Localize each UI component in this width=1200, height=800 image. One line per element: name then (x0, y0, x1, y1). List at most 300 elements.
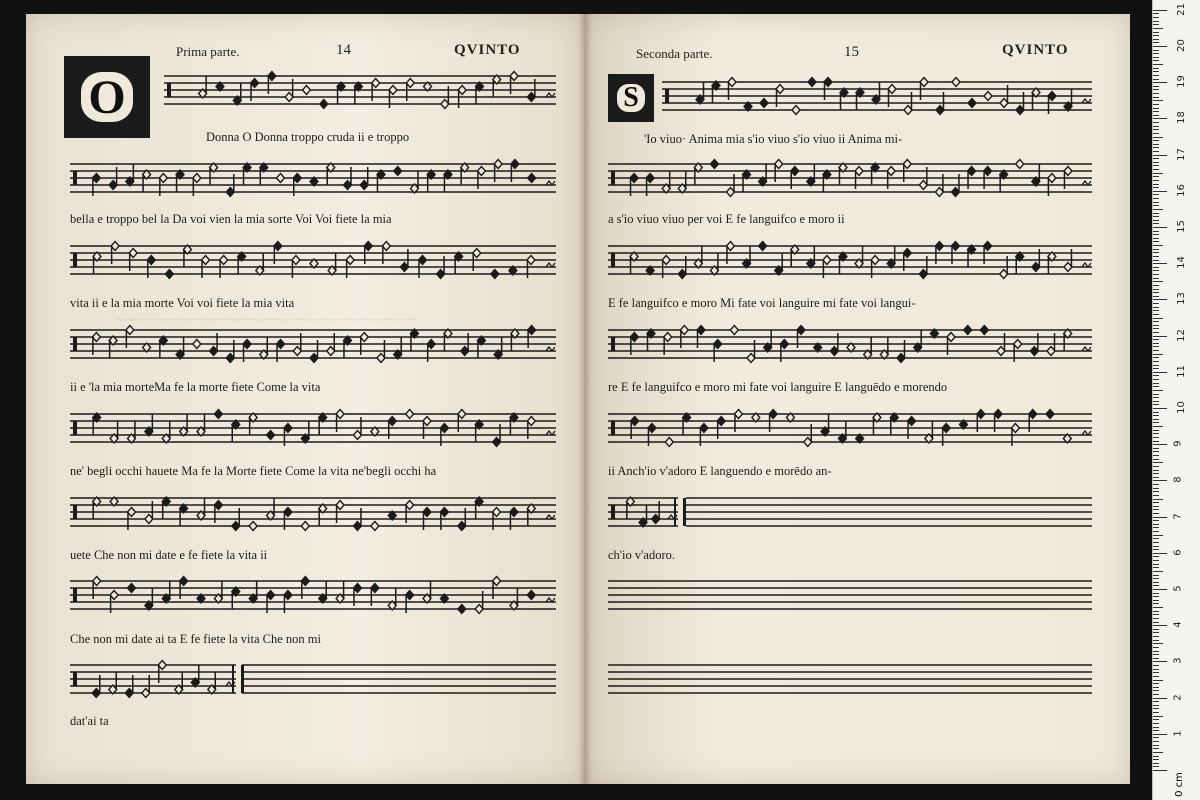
note (319, 413, 327, 436)
ruler-tick (1153, 205, 1159, 206)
ruler-tick (1153, 759, 1159, 760)
ruler-tick (1153, 437, 1159, 438)
ruler-tick (1153, 459, 1159, 460)
ruler-tick (1153, 79, 1159, 80)
ruler-tick (1153, 495, 1159, 496)
ruler-tick (1153, 578, 1159, 579)
ruler-tick (1153, 187, 1159, 188)
note (93, 413, 101, 436)
ruler-tick (1153, 104, 1159, 105)
clef (611, 505, 615, 519)
note (410, 171, 418, 194)
ruler-tick (1153, 658, 1159, 659)
note (759, 242, 767, 251)
ruler-tick (1153, 502, 1159, 503)
note (887, 246, 895, 269)
ruler-tick (1153, 701, 1159, 702)
note (197, 414, 205, 437)
ruler-tick (1153, 517, 1167, 518)
note (527, 591, 535, 600)
ruler-number: 1 (1172, 730, 1184, 737)
lyric-line: bella e troppo bel la Da voi vien la mia sorte Voi Voi fiete la mia (70, 212, 392, 226)
note (256, 253, 264, 276)
note (839, 252, 847, 275)
note (109, 336, 117, 359)
ruler-tick (1153, 158, 1159, 159)
ruler-tick (1153, 147, 1159, 148)
ruler-tick (1153, 727, 1159, 728)
ruler-tick (1153, 676, 1159, 677)
note (871, 163, 879, 186)
note (730, 326, 738, 335)
note (821, 414, 829, 437)
note (267, 431, 275, 440)
ruler-tick (1153, 213, 1159, 214)
note (162, 421, 170, 444)
ruler-tick (1153, 155, 1167, 156)
note (145, 588, 153, 611)
ruler-number: 17 (1175, 147, 1187, 161)
clef (73, 337, 77, 351)
music-staff (70, 150, 556, 206)
note (1064, 329, 1072, 352)
clef (167, 83, 171, 97)
ruler-tick (1153, 394, 1159, 395)
ruler-tick (1153, 50, 1159, 51)
ruler-tick (1153, 661, 1167, 662)
ruler-tick (1153, 137, 1163, 138)
ruler-tick (1153, 263, 1167, 264)
note (233, 83, 241, 106)
ruler-tick (1153, 560, 1159, 561)
part-heading: Prima parte. (176, 44, 240, 59)
ruler-tick (1153, 252, 1159, 253)
ruler-tick (1153, 372, 1167, 373)
ruler-tick (1153, 332, 1159, 333)
ruler-tick (1153, 524, 1159, 525)
ruler-tick (1153, 89, 1159, 90)
note (93, 252, 101, 275)
ruler-number: 12 (1175, 328, 1187, 342)
ruler-tick (1153, 71, 1159, 72)
lyric-line: E fe languifco e moro Mi fate voi languire mi fate voi langui- (608, 296, 916, 310)
ruler-tick (1153, 564, 1159, 565)
music-staff (608, 316, 1092, 372)
ruler-tick (1153, 249, 1159, 250)
ruler-tick (1153, 618, 1159, 619)
initial-letter: S (617, 84, 645, 113)
music-staff (608, 400, 1092, 456)
ruler-tick (1153, 480, 1167, 481)
note (336, 581, 344, 604)
ruler-tick (1153, 585, 1159, 586)
note (808, 78, 816, 87)
ruler-tick (1153, 162, 1159, 163)
clef (611, 171, 615, 185)
clef (73, 505, 77, 519)
ruler-tick (1153, 227, 1167, 228)
note (510, 588, 518, 611)
lyric-line: Donna O Donna troppo cruda ii e troppo (206, 130, 410, 144)
ruler-tick (1153, 466, 1159, 467)
note (528, 174, 536, 183)
ruler-tick (1153, 318, 1163, 319)
ruler-tick (1153, 35, 1159, 36)
ruler-tick (1153, 408, 1167, 409)
note (855, 246, 863, 269)
note (662, 171, 670, 194)
note (872, 82, 880, 105)
note (683, 413, 691, 436)
music-staff (608, 232, 1092, 288)
note (743, 170, 751, 193)
ruler-tick (1153, 527, 1159, 528)
ruler-tick (1153, 694, 1159, 695)
ruler-tick (1153, 296, 1159, 297)
lyric-line: ii e 'la mia morteMa fe la morte fiete Come la vita (70, 380, 321, 394)
ruler-tick (1153, 509, 1159, 510)
ruler-number: 9 (1172, 440, 1184, 447)
note (694, 163, 702, 186)
music-staff (164, 62, 556, 118)
ruler-tick (1153, 484, 1159, 485)
ruler-number: 19 (1175, 75, 1187, 89)
note (914, 330, 922, 353)
note (458, 605, 466, 614)
ruler-tick (1153, 375, 1159, 376)
ruler-tick (1153, 274, 1159, 275)
note (710, 160, 718, 169)
note (126, 164, 134, 187)
note (694, 246, 702, 269)
note (162, 497, 170, 520)
note (1064, 89, 1072, 112)
ruler-number: 4 (1172, 621, 1184, 628)
note (175, 672, 183, 695)
page-number: 14 (336, 42, 351, 58)
ruler-tick (1153, 513, 1159, 514)
ruler-tick (1153, 680, 1163, 681)
ruler-tick (1153, 651, 1159, 652)
ruler-number: 16 (1175, 183, 1187, 197)
note (214, 581, 222, 604)
note (511, 329, 519, 352)
ruler-tick (1153, 737, 1159, 738)
ruler-tick (1153, 122, 1159, 123)
ruler-tick (1153, 401, 1159, 402)
ruler-number: 3 (1172, 657, 1184, 665)
note (328, 253, 336, 276)
note (1048, 252, 1056, 275)
note (199, 76, 207, 99)
ruler-tick (1153, 256, 1159, 257)
ruler-tick (1153, 278, 1159, 279)
ruler-tick (1153, 314, 1159, 315)
ruler-tick (1153, 589, 1167, 590)
note (890, 413, 898, 436)
ruler-number: 8 (1172, 476, 1184, 484)
ruler-tick (1153, 553, 1167, 554)
ruler-tick (1153, 285, 1159, 286)
ruler-tick (1153, 10, 1167, 11)
ruler-tick (1153, 292, 1159, 293)
ruler-tick (1153, 126, 1159, 127)
ruler-tick (1153, 194, 1159, 195)
ruler-tick (1153, 64, 1163, 65)
ruler-tick (1153, 607, 1163, 608)
note (823, 170, 831, 193)
music-staff (608, 651, 1092, 707)
decorated-initial-o (64, 56, 150, 138)
ruler-tick (1153, 430, 1159, 431)
note (964, 326, 972, 335)
ruler-tick (1153, 57, 1159, 58)
ruler-tick (1153, 144, 1159, 145)
note (343, 336, 351, 359)
note (214, 410, 222, 419)
ruler-tick (1153, 115, 1159, 116)
ruler-tick (1153, 231, 1159, 232)
ruler-tick (1153, 129, 1159, 130)
ruler-tick (1153, 165, 1159, 166)
ruler-tick (1153, 13, 1159, 14)
ruler-tick (1153, 220, 1159, 221)
note (952, 78, 960, 87)
clef (73, 672, 77, 686)
ruler-tick (1153, 93, 1159, 94)
book-gutter (578, 14, 592, 784)
clef (665, 89, 669, 103)
ruler-tick (1153, 111, 1159, 112)
note (510, 413, 518, 436)
note (377, 170, 385, 193)
ruler-tick (1153, 270, 1159, 271)
ruler-tick (1153, 151, 1159, 152)
ruler-number: 15 (1175, 220, 1187, 233)
lyric-line: a s'io viuo viuo per voi E fe languifco e moro ii (608, 212, 845, 226)
note (354, 82, 362, 105)
note (807, 246, 815, 269)
ruler-tick (1153, 169, 1159, 170)
ruler-tick (1153, 571, 1163, 572)
note (319, 504, 327, 527)
note (840, 88, 848, 111)
music-staff (70, 567, 556, 623)
note (764, 330, 772, 353)
ruler-tick (1153, 176, 1159, 177)
ruler-tick (1153, 441, 1159, 442)
ruler-tick (1153, 379, 1159, 380)
ruler-tick (1153, 32, 1159, 33)
ruler-tick (1153, 444, 1167, 445)
ruler-number: 20 (1175, 39, 1187, 52)
ruler-tick (1153, 488, 1159, 489)
ruler-tick (1153, 412, 1159, 413)
ruler-tick (1153, 531, 1159, 532)
ruler-tick (1153, 21, 1159, 22)
ruler-tick (1153, 748, 1159, 749)
ruler-tick (1153, 730, 1159, 731)
music-staff (70, 232, 556, 288)
ruler-tick (1153, 426, 1163, 427)
ruler-tick (1153, 745, 1159, 746)
note (249, 522, 257, 531)
ruler-tick (1153, 448, 1159, 449)
note (968, 245, 976, 268)
ruler-tick (1153, 665, 1159, 666)
note (475, 82, 483, 105)
ruler-tick (1153, 756, 1159, 757)
right-page (584, 14, 1130, 784)
note (243, 163, 251, 186)
note (193, 340, 201, 349)
note (249, 581, 257, 604)
note (337, 82, 345, 105)
note (394, 167, 402, 176)
music-staff (686, 484, 1092, 540)
ruler-tick (1153, 238, 1159, 239)
ruler-tick (1153, 600, 1159, 601)
clef (611, 253, 615, 267)
ruler-tick (1153, 473, 1159, 474)
note (527, 504, 535, 527)
note (759, 164, 767, 187)
note (1016, 160, 1024, 169)
final-barline (674, 498, 686, 526)
ruler-tick (1153, 752, 1163, 753)
note (406, 410, 414, 419)
ruler-tick (1153, 770, 1167, 771)
ruler-tick (1153, 361, 1159, 362)
ruler-tick (1153, 640, 1159, 641)
ruler-tick (1153, 368, 1159, 369)
note (791, 245, 799, 268)
ruler-number: 21 (1175, 2, 1187, 16)
note (127, 421, 135, 444)
note (238, 252, 246, 275)
note (302, 86, 310, 95)
note (880, 337, 888, 360)
ruler-tick (1153, 241, 1159, 242)
ruler-tick (1153, 191, 1167, 192)
lyric-line: vita ii e la mia morte Voi voi fiete la mia vita (70, 296, 295, 310)
ruler-tick (1153, 310, 1159, 311)
ruler-tick (1153, 354, 1163, 355)
note (678, 171, 686, 194)
note (208, 672, 216, 695)
note (626, 497, 634, 520)
note (1016, 252, 1024, 275)
note (696, 82, 704, 105)
lyric-line: dat'ai ta (70, 714, 109, 728)
ruler-tick (1153, 741, 1159, 742)
ruler-tick (1153, 716, 1163, 717)
ruler-tick (1153, 690, 1159, 691)
ruler-tick (1153, 299, 1167, 300)
note (1046, 410, 1054, 419)
ruler-tick (1153, 383, 1159, 384)
note (760, 99, 768, 108)
ruler-tick (1153, 260, 1159, 261)
ruler-tick (1153, 97, 1159, 98)
note (968, 99, 976, 108)
ruler-tick (1153, 603, 1159, 604)
ruler-number: 10 (1175, 401, 1187, 414)
ruler-tick (1153, 60, 1159, 61)
music-staff (70, 484, 556, 540)
ruler-tick (1153, 647, 1159, 648)
clef (73, 171, 77, 185)
lyric-line: ii Anch'io v'adoro E languendo e morēdo an- (608, 464, 832, 478)
ruler-tick (1153, 451, 1159, 452)
decorated-initial-s (608, 74, 654, 122)
ruler-tick (1153, 336, 1167, 337)
ruler-tick (1153, 346, 1159, 347)
clef (611, 421, 615, 435)
note (444, 329, 452, 352)
ruler-tick (1153, 82, 1167, 83)
bleed-through-text: ~~~~~~~~~~~~~~~~~~~~~~~~~~~~~~~~~~~~~~~~~~~~~~~~~~~ (116, 314, 420, 326)
note (792, 106, 800, 115)
note (712, 81, 720, 104)
ruler-tick (1153, 419, 1159, 420)
ruler-number: 14 (1175, 256, 1187, 270)
note (477, 336, 485, 359)
ruler-tick (1153, 535, 1163, 536)
note (839, 163, 847, 186)
note (180, 504, 188, 527)
ruler-tick (1153, 477, 1159, 478)
ruler-tick (1153, 672, 1159, 673)
ruler-tick (1153, 108, 1159, 109)
ruler-tick (1153, 350, 1159, 351)
note (143, 170, 151, 193)
note (864, 337, 872, 360)
note (710, 253, 718, 276)
ruler-tick (1153, 343, 1159, 344)
note (639, 505, 647, 528)
ruler-tick (1153, 708, 1159, 709)
ruler-number: 2 (1172, 693, 1184, 701)
voice-heading: QVINTO (1002, 42, 1069, 58)
note (109, 672, 117, 695)
ruler-tick (1153, 520, 1159, 521)
note (647, 329, 655, 352)
ruler-tick (1153, 289, 1159, 290)
ruler-tick (1153, 683, 1159, 684)
note (743, 246, 751, 269)
ruler-tick (1153, 42, 1159, 43)
ruler-tick (1153, 325, 1159, 326)
note (980, 326, 988, 335)
note (260, 337, 268, 360)
note (984, 92, 992, 101)
ruler-tick (1153, 542, 1159, 543)
ruler-tick (1153, 100, 1163, 101)
note (807, 164, 815, 187)
ruler-tick (1153, 556, 1159, 557)
ruler-tick (1153, 546, 1159, 547)
ruler-tick (1153, 339, 1159, 340)
note (494, 337, 502, 360)
ruler-number: 5 (1172, 585, 1184, 592)
ruler-tick (1153, 281, 1163, 282)
note (475, 497, 483, 520)
ruler-tick (1153, 404, 1159, 405)
note (371, 522, 379, 531)
ruler-tick (1153, 328, 1159, 329)
ruler-tick (1153, 538, 1159, 539)
